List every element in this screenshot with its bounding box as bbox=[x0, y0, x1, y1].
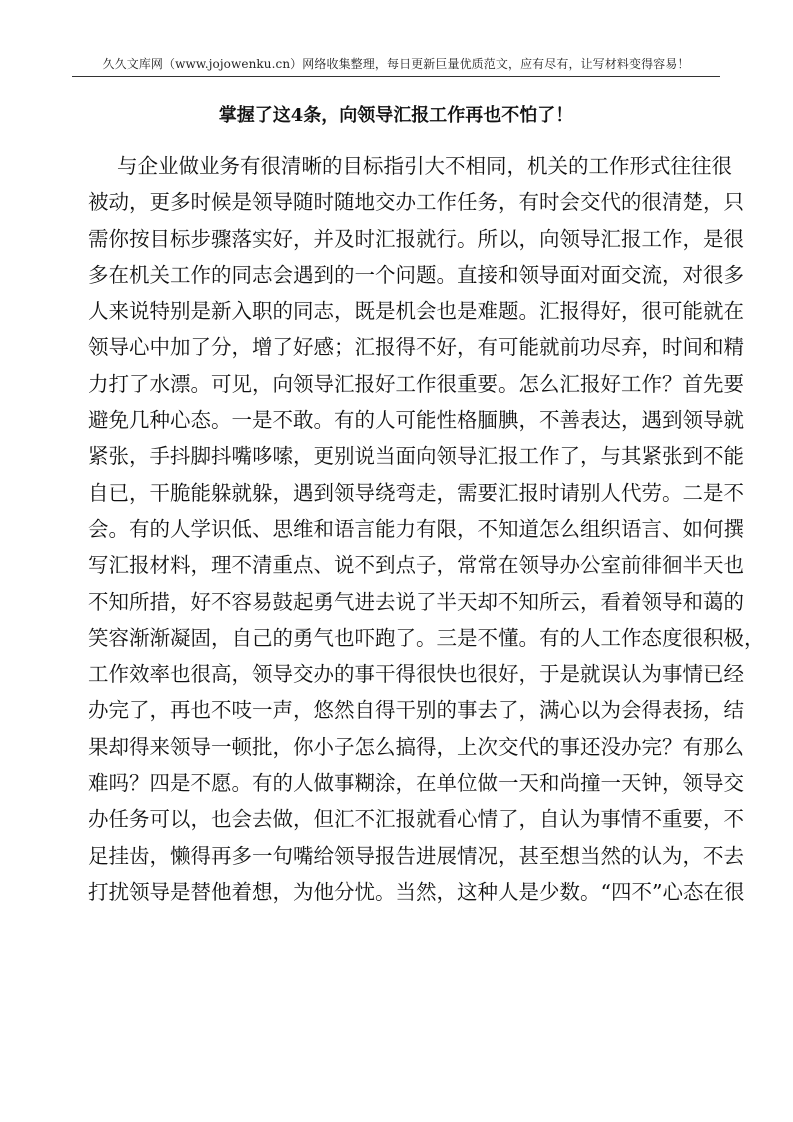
body-paragraph bbox=[88, 148, 765, 910]
text-line: 力打了水漂。可见，向领导汇报好工作很重要。怎么汇报好工作？首先要 bbox=[88, 371, 744, 396]
text-line: 办任务可以，也会去做，但汇不汇报就看心情了，自认为事情不重要，不 bbox=[88, 807, 744, 832]
text-line: 与企业做业务有很清晰的目标指引大不相同，机关的工作形式往往很 bbox=[117, 154, 732, 178]
text-line: 避免几种心态。一是不敢。有的人可能性格腼腆，不善表达，遇到领导就 bbox=[88, 408, 744, 433]
text-line: 足挂齿，懒得再多一句嘴给领导报告进展情况，甚至想当然的认为，不去 bbox=[88, 843, 744, 868]
text-line: 被动，更多时候是领导随时随地交办工作任务，有时会交代的很清楚，只 bbox=[88, 190, 744, 215]
text-line: 领导心中加了分，增了好感；汇报得不好，有可能就前功尽弃，时间和精 bbox=[88, 335, 744, 360]
text-line: 人来说特别是新入职的同志，既是机会也是难题。汇报得好，很可能就在 bbox=[88, 299, 744, 324]
document-title: 掌握了这4条，向领导汇报工作再也不怕了！ bbox=[218, 105, 574, 126]
text-line: 打扰领导是替他着想，为他分忧。当然，这种人是少数。“四不”心态在很 bbox=[88, 879, 745, 904]
text-line: 会。有的人学识低、思维和语言能力有限，不知道怎么组织语言、如何撰 bbox=[88, 516, 744, 541]
text-line: 自已，干脆能躲就躲，遇到领导绕弯走，需要汇报时请别人代劳。二是不 bbox=[88, 480, 744, 505]
text-line: 工作效率也很高，领导交办的事干得很快也很好，于是就误认为事情已经 bbox=[88, 662, 744, 687]
text-line: 不知所措，好不容易鼓起勇气进去说了半天却不知所云，看着领导和蔼的 bbox=[88, 589, 744, 614]
text-line: 果却得来领导一顿批，你小子怎么搞得，上次交代的事还没办完？有那么 bbox=[88, 734, 744, 759]
text-line: 难吗？四是不愿。有的人做事糊涂，在单位做一天和尚撞一天钟，领导交 bbox=[88, 771, 744, 796]
text-line: 写汇报材料，理不清重点、说不到点子，常常在领导办公室前徘徊半天也 bbox=[88, 553, 744, 578]
text-line: 需你按目标步骤落实好，并及时汇报就行。所以，向领导汇报工作，是很 bbox=[88, 226, 744, 251]
text-line: 紧张，手抖脚抖嘴哆嗦，更别说当面向领导汇报工作了，与其紧张到不能 bbox=[88, 444, 744, 469]
text-line: 多在机关工作的同志会遇到的一个问题。直接和领导面对面交流，对很多 bbox=[88, 262, 744, 287]
text-line: 笑容渐渐凝固，自己的勇气也吓跑了。三是不懂。有的人工作态度很积极， bbox=[88, 625, 765, 650]
header-divider bbox=[72, 76, 720, 77]
text-line: 办完了，再也不吱一声，悠然自得干别的事去了，满心以为会得表扬，结 bbox=[88, 698, 744, 723]
page-header: 久久文库网（www.jojowenku.cn）网络收集整理，每日更新巨量优质范文，应有尽有，让写材料变得容易！ bbox=[102, 57, 690, 71]
